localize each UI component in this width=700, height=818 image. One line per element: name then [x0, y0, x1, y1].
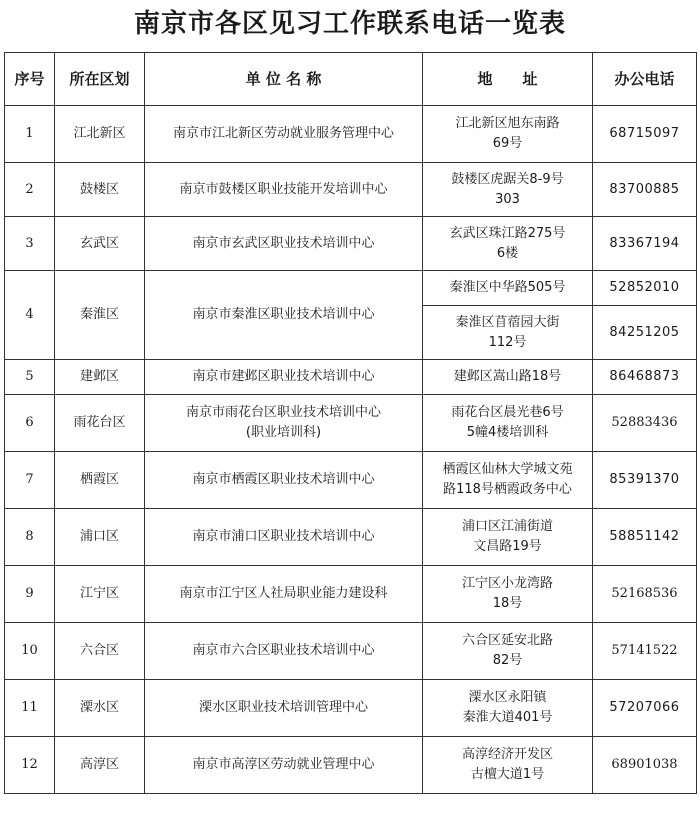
cell-address — [423, 623, 593, 680]
address-line: 秦淮大道401号 — [462, 710, 553, 725]
address-line: 112号 — [488, 334, 527, 350]
cell-district: 溧水区 — [55, 680, 145, 737]
cell-seq: 6 — [5, 395, 55, 452]
cell-seq: 9 — [5, 566, 55, 623]
address-line: 82号 — [492, 653, 523, 668]
address-line: 鼓楼区虎踞关8-9号 — [451, 171, 564, 187]
unit-line: 南京市雨花台区职业技术培训中心 — [185, 405, 381, 420]
cell-district: 江北新区 — [55, 106, 145, 163]
cell-address — [423, 737, 593, 794]
cell-district: 秦淮区 — [55, 271, 145, 360]
header-address: 地 址 — [423, 53, 593, 106]
cell-address — [423, 395, 593, 452]
header-phone: 办公电话 — [593, 53, 697, 106]
cell-district: 栖霞区 — [55, 452, 145, 509]
table-row — [5, 217, 697, 271]
cell-unit: 南京市江北新区劳动就业服务管理中心 — [145, 106, 423, 163]
address-line: 栖霞区仙林大学城文苑 — [442, 462, 573, 477]
header-unit: 单 位 名 称 — [145, 53, 423, 106]
cell-district: 鼓楼区 — [55, 163, 145, 217]
table-row — [5, 360, 697, 395]
contact-table — [4, 52, 697, 794]
header-district: 所在区划 — [55, 53, 145, 106]
cell-phone: 52168536 — [593, 566, 697, 623]
cell-seq: 10 — [5, 623, 55, 680]
cell-district: 江宁区 — [55, 566, 145, 623]
cell-unit: 溧水区职业技术培训管理中心 — [145, 680, 423, 737]
address-line: 浦口区江浦街道 — [461, 519, 553, 534]
cell-phone: 52852010 — [593, 271, 697, 306]
cell-address — [423, 509, 593, 566]
cell-phone: 68901038 — [593, 737, 697, 794]
table-row — [5, 163, 697, 217]
cell-address — [423, 217, 593, 271]
cell-district: 玄武区 — [55, 217, 145, 271]
table-row — [5, 452, 697, 509]
cell-address: 秦淮区中华路505号 — [423, 271, 593, 306]
address-line: 秦淮区苜蓿园大街 — [455, 314, 560, 330]
address-line: 路118号栖霞政务中心 — [443, 482, 572, 497]
cell-district: 六合区 — [55, 623, 145, 680]
address-line: 文昌路19号 — [473, 539, 542, 554]
cell-unit — [145, 395, 423, 452]
cell-seq: 11 — [5, 680, 55, 737]
address-line: 江北新区旭东南路 — [455, 116, 560, 131]
cell-phone: 83367194 — [593, 217, 697, 271]
table-header-row — [5, 53, 697, 106]
cell-phone: 85391370 — [593, 452, 697, 509]
cell-unit: 南京市六合区职业技术培训中心 — [145, 623, 423, 680]
cell-address — [423, 163, 593, 217]
address-line: 玄武区珠江路275号 — [449, 225, 566, 241]
address-line: 溧水区永阳镇 — [468, 690, 547, 705]
cell-unit: 南京市江宁区人社局职业能力建设科 — [145, 566, 423, 623]
table-row — [5, 623, 697, 680]
table-row — [5, 271, 697, 306]
address-line: 雨花台区晨光巷6号 — [451, 405, 564, 420]
address-line: 18号 — [492, 596, 523, 611]
cell-unit: 南京市浦口区职业技术培训中心 — [145, 509, 423, 566]
cell-phone: 57207066 — [593, 680, 697, 737]
cell-seq: 2 — [5, 163, 55, 217]
cell-seq: 4 — [5, 271, 55, 360]
cell-address — [423, 106, 593, 163]
table-row — [5, 680, 697, 737]
page-title: 南京市各区见习工作联系电话一览表 — [133, 9, 566, 39]
header-seq: 序号 — [5, 53, 55, 106]
address-line: 69号 — [492, 136, 523, 151]
cell-district: 雨花台区 — [55, 395, 145, 452]
cell-unit: 南京市建邺区职业技术培训中心 — [145, 360, 423, 395]
cell-seq: 5 — [5, 360, 55, 395]
cell-district: 高淳区 — [55, 737, 145, 794]
cell-unit: 南京市高淳区劳动就业管理中心 — [145, 737, 423, 794]
cell-address — [423, 680, 593, 737]
cell-seq: 8 — [5, 509, 55, 566]
cell-seq: 7 — [5, 452, 55, 509]
cell-seq: 1 — [5, 106, 55, 163]
address-line: 303 — [495, 191, 520, 207]
cell-phone: 57141522 — [593, 623, 697, 680]
cell-seq: 12 — [5, 737, 55, 794]
cell-phone: 58851142 — [593, 509, 697, 566]
cell-address — [423, 306, 593, 360]
cell-seq: 3 — [5, 217, 55, 271]
cell-unit: 南京市玄武区职业技术培训中心 — [145, 217, 423, 271]
table-row — [5, 395, 697, 452]
cell-district: 建邺区 — [55, 360, 145, 395]
cell-unit: 南京市栖霞区职业技术培训中心 — [145, 452, 423, 509]
cell-phone: 86468873 — [593, 360, 697, 395]
cell-phone: 52883436 — [593, 395, 697, 452]
cell-unit: 南京市秦淮区职业技术培训中心 — [145, 271, 423, 360]
cell-phone: 84251205 — [593, 306, 697, 360]
cell-address — [423, 452, 593, 509]
table-row — [5, 509, 697, 566]
table-row — [5, 737, 697, 794]
address-line: 古檀大道1号 — [470, 767, 545, 782]
cell-unit: 南京市鼓楼区职业技能开发培训中心 — [145, 163, 423, 217]
address-line: 江宁区小龙湾路 — [461, 576, 553, 591]
table-row — [5, 566, 697, 623]
cell-address: 建邺区嵩山路18号 — [423, 360, 593, 395]
cell-district: 浦口区 — [55, 509, 145, 566]
cell-phone: 83700885 — [593, 163, 697, 217]
address-line: 高淳经济开发区 — [461, 747, 553, 762]
address-line: 5幢4楼培训科 — [466, 425, 549, 440]
cell-address — [423, 566, 593, 623]
address-line: 6楼 — [496, 245, 519, 261]
unit-line: (职业培训科) — [245, 425, 322, 440]
address-line: 六合区延安北路 — [461, 633, 553, 648]
table-row — [5, 106, 697, 163]
cell-phone: 68715097 — [593, 106, 697, 163]
